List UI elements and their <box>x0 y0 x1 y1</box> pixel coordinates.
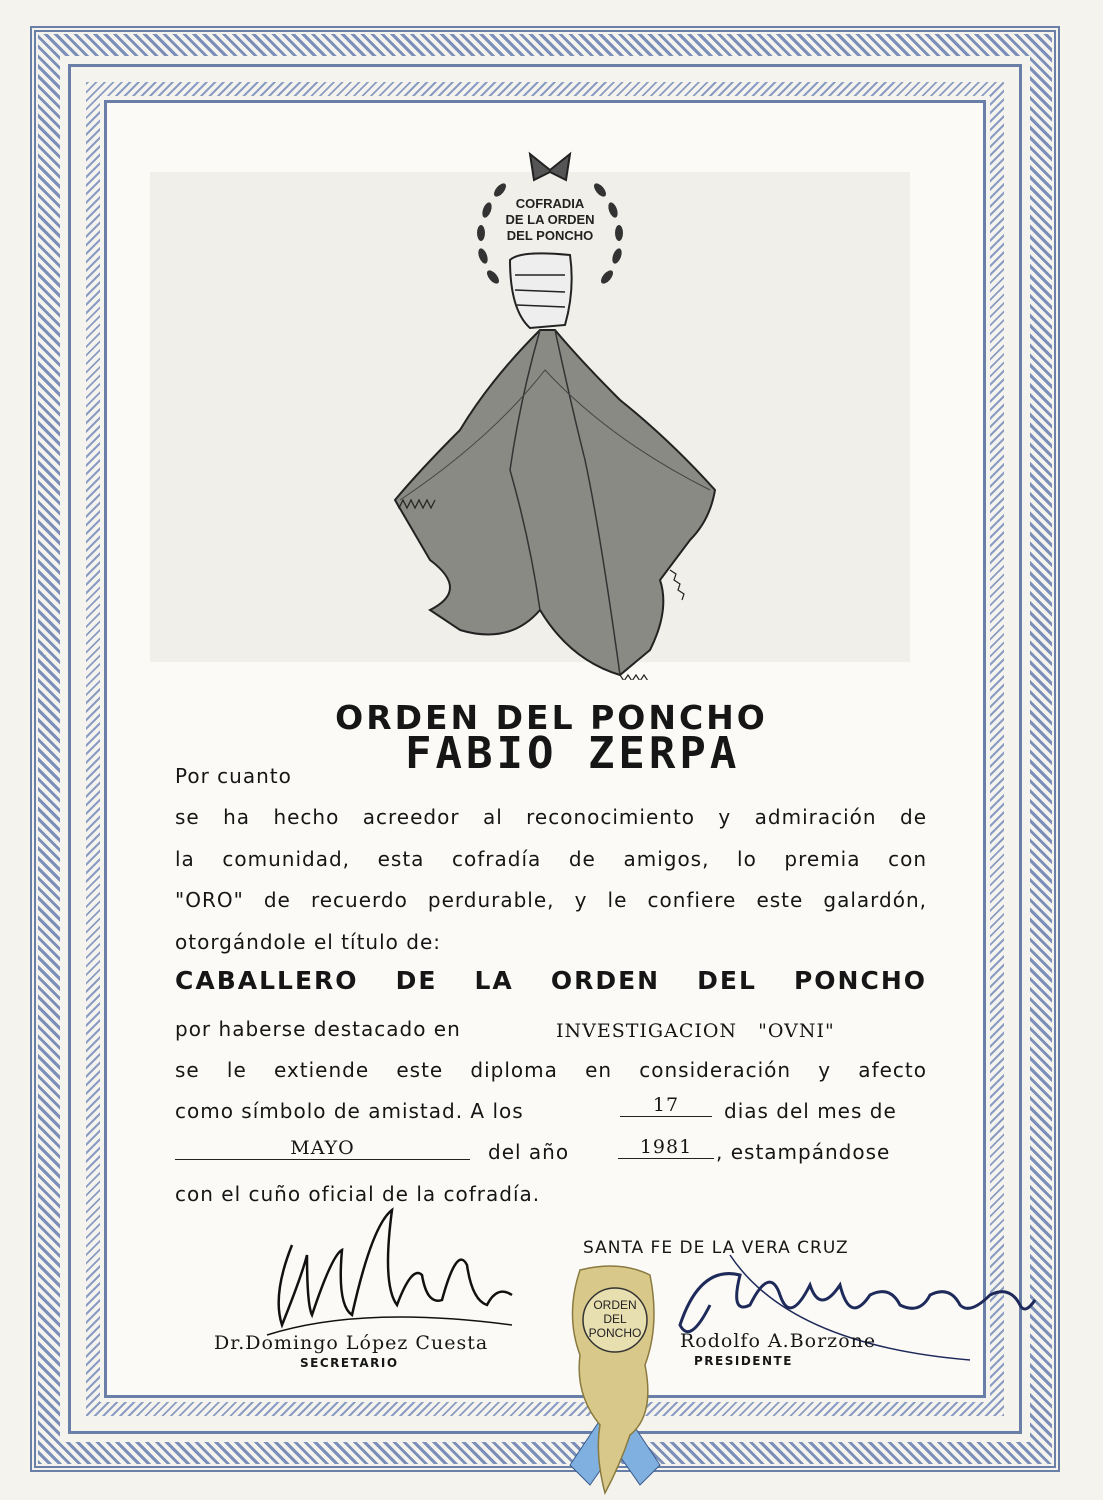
seal-line-3: PONCHO <box>588 1326 642 1340</box>
body-line-4: otorgándole el título de: <box>175 930 441 954</box>
poncho-icon <box>395 330 715 675</box>
secretary-signature <box>262 1205 522 1350</box>
president-role: PRESIDENTE <box>694 1354 793 1368</box>
body-line-2: la comunidad, esta cofradía de amigos, lo premia con <box>175 847 927 871</box>
seal-line-1: ORDEN <box>593 1298 637 1312</box>
emblem-line-2: DE LA ORDEN <box>505 212 595 227</box>
month-field: MAYO <box>175 1137 470 1160</box>
extension-line-2-suffix: dias del mes de <box>724 1099 897 1123</box>
place-name: SANTA FE DE LA VERA CRUZ <box>583 1238 849 1258</box>
body-line-3: "ORO" de recuerdo perdurable, y le confiere este galardón, <box>175 888 927 912</box>
distinction-prefix: por haberse destacado en <box>175 1017 461 1041</box>
extension-line-1: se le extiende este diploma en consideración y afecto <box>175 1058 927 1082</box>
award-title: CABALLERO DE LA ORDEN DEL PONCHO <box>175 966 927 995</box>
extension-line-4: con el cuño oficial de la cofradía. <box>175 1182 541 1206</box>
recipient-name: FABIO ZERPA <box>405 728 741 779</box>
poncho-emblem-illustration <box>370 140 730 680</box>
official-seal <box>560 1265 670 1495</box>
emblem-line-1: COFRADIA <box>515 196 585 211</box>
certificate-heading: ORDEN DEL PONCHO <box>335 698 768 737</box>
body-line-1: se ha hecho acreedor al reconocimiento y admiración de <box>175 805 927 829</box>
secretary-role: SECRETARIO <box>300 1356 399 1370</box>
distinction-field: INVESTIGACION "OVNI" <box>556 1020 835 1042</box>
day-field: 17 <box>620 1094 712 1117</box>
year-field: 1981 <box>618 1136 714 1159</box>
extension-line-3-suffix: , estampándose <box>716 1140 891 1164</box>
seal-line-2: DEL <box>603 1312 627 1326</box>
year-prefix: del año <box>488 1140 570 1164</box>
president-name: Rodolfo A.Borzone <box>680 1330 877 1352</box>
emblem-line-3: DEL PONCHO <box>506 228 594 243</box>
por-cuanto-label: Por cuanto <box>175 764 292 788</box>
secretary-name: Dr.Domingo López Cuesta <box>214 1332 489 1354</box>
extension-line-2-prefix: como símbolo de amistad. A los <box>175 1099 524 1123</box>
